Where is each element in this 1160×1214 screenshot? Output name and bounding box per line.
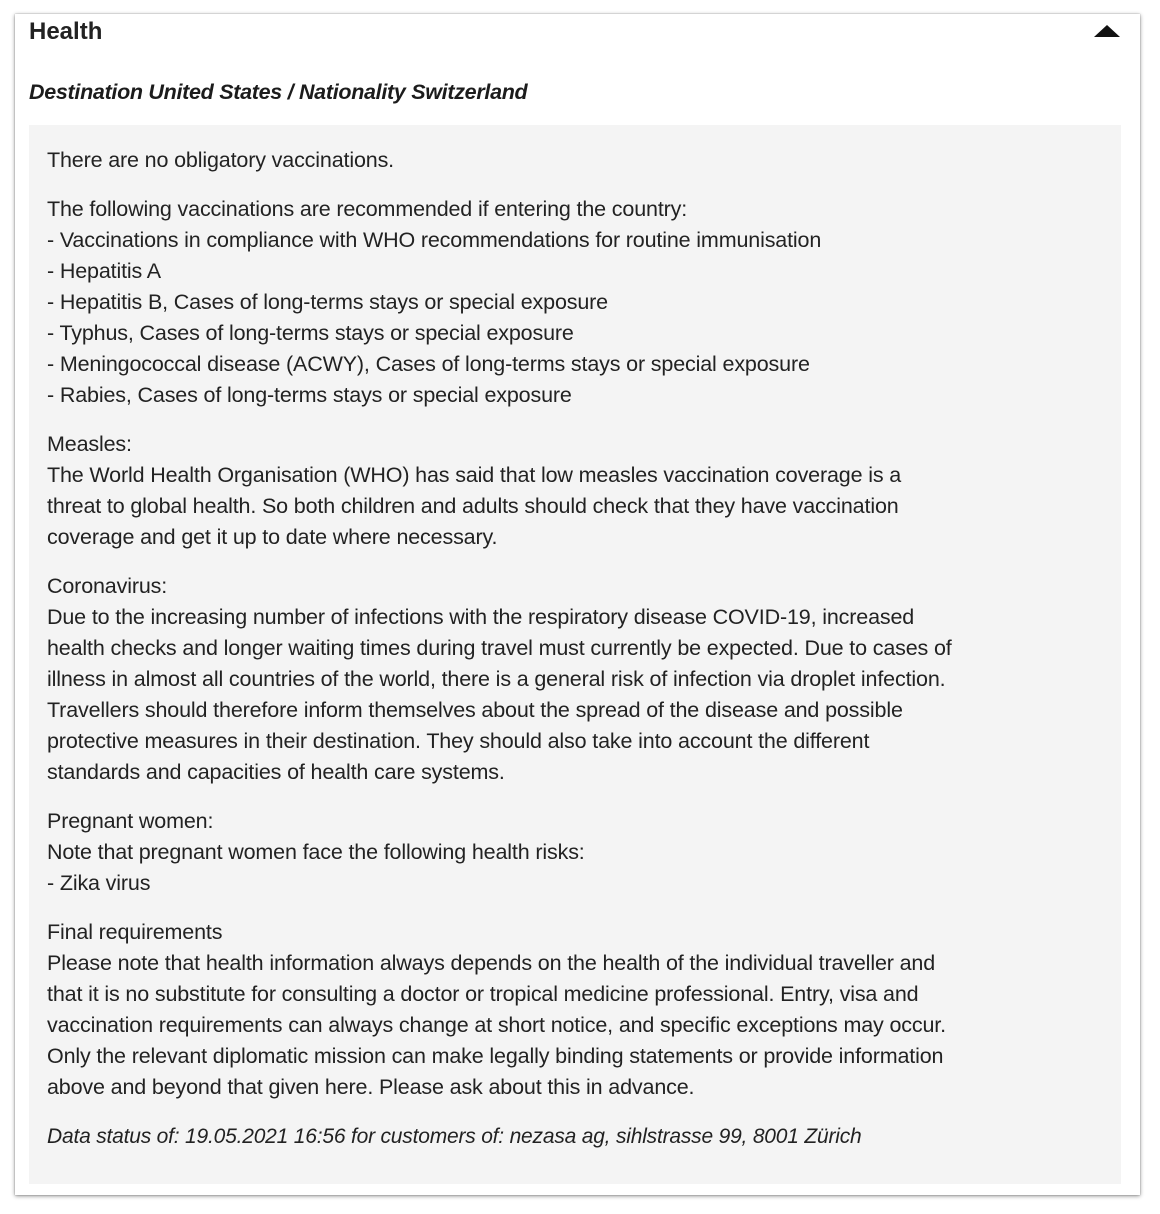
list-item: - Rabies, Cases of long-terms stays or special exposure (47, 383, 572, 407)
list-item: - Hepatitis B, Cases of long-terms stays or special exposure (47, 290, 608, 314)
final-requirements-section (47, 917, 1111, 1103)
data-status-text: Data status of: 19.05.2021 16:56 for customers of: nezasa ag, sihlstrasse 99, 8001 Zürich (47, 1125, 862, 1148)
final-heading: Final requirements (47, 920, 223, 944)
list-item: - Meningococcal disease (ACWY), Cases of long-terms stays or special exposure (47, 352, 810, 376)
recommended-vaccinations-section (47, 194, 1111, 411)
list-item: - Zika virus (47, 871, 151, 895)
list-item: - Hepatitis A (47, 259, 161, 283)
final-text-line: vaccination requirements can always change at short notice, and specific exceptions may occur. (47, 1013, 946, 1037)
final-text-line: above and beyond that given here. Please ask about this in advance. (47, 1075, 695, 1099)
pregnant-heading: Pregnant women: (47, 809, 214, 833)
measles-heading: Measles: (47, 432, 132, 456)
health-panel-header[interactable] (15, 14, 1140, 54)
obligatory-text: There are no obligatory vaccinations. (47, 148, 395, 172)
measles-text-line: The World Health Organisation (WHO) has said that low measles vaccination coverage is a (47, 463, 902, 487)
coronavirus-text-line: Travellers should therefore inform themselves about the spread of the disease and possible (47, 698, 903, 722)
list-item: - Typhus, Cases of long-terms stays or special exposure (47, 321, 574, 345)
measles-section (47, 429, 1111, 553)
final-text-line: that it is no substitute for consulting a doctor or tropical medicine professional. Entry, visa and (47, 982, 919, 1006)
panel-title: Health (29, 18, 103, 45)
recommended-intro: The following vaccinations are recommended if entering the country: (47, 197, 688, 221)
list-item: - Vaccinations in compliance with WHO recommendations for routine immunisation (47, 228, 822, 252)
final-text-line: Only the relevant diplomatic mission can make legally binding statements or provide information (47, 1044, 944, 1068)
coronavirus-section (47, 571, 1111, 788)
coronavirus-text-line: health checks and longer waiting times during travel must currently be expected. Due to cases of (47, 636, 952, 660)
coronavirus-text-line: protective measures in their destination. They should also take into account the different (47, 729, 870, 753)
coronavirus-heading: Coronavirus: (47, 574, 168, 598)
pregnant-intro: Note that pregnant women face the following health risks: (47, 840, 585, 864)
chevron-up-icon[interactable] (1094, 25, 1120, 37)
coronavirus-text-line: illness in almost all countries of the world, there is a general risk of infection via droplet infection. (47, 667, 946, 691)
final-text-line: Please note that health information always depends on the health of the individual traveller and (47, 951, 936, 975)
measles-text-line: coverage and get it up to date where necessary. (47, 525, 498, 549)
health-info-content (29, 125, 1121, 1184)
destination-nationality-subtitle: Destination United States / Nationality Switzerland (29, 80, 528, 104)
obligatory-vaccinations-section (47, 145, 1111, 176)
health-panel (15, 14, 1140, 1195)
coronavirus-text-line: standards and capacities of health care systems. (47, 760, 505, 784)
measles-text-line: threat to global health. So both children and adults should check that they have vaccination (47, 494, 899, 518)
coronavirus-text-line: Due to the increasing number of infections with the respiratory disease COVID-19, increased (47, 605, 915, 629)
pregnant-women-section (47, 806, 1111, 899)
